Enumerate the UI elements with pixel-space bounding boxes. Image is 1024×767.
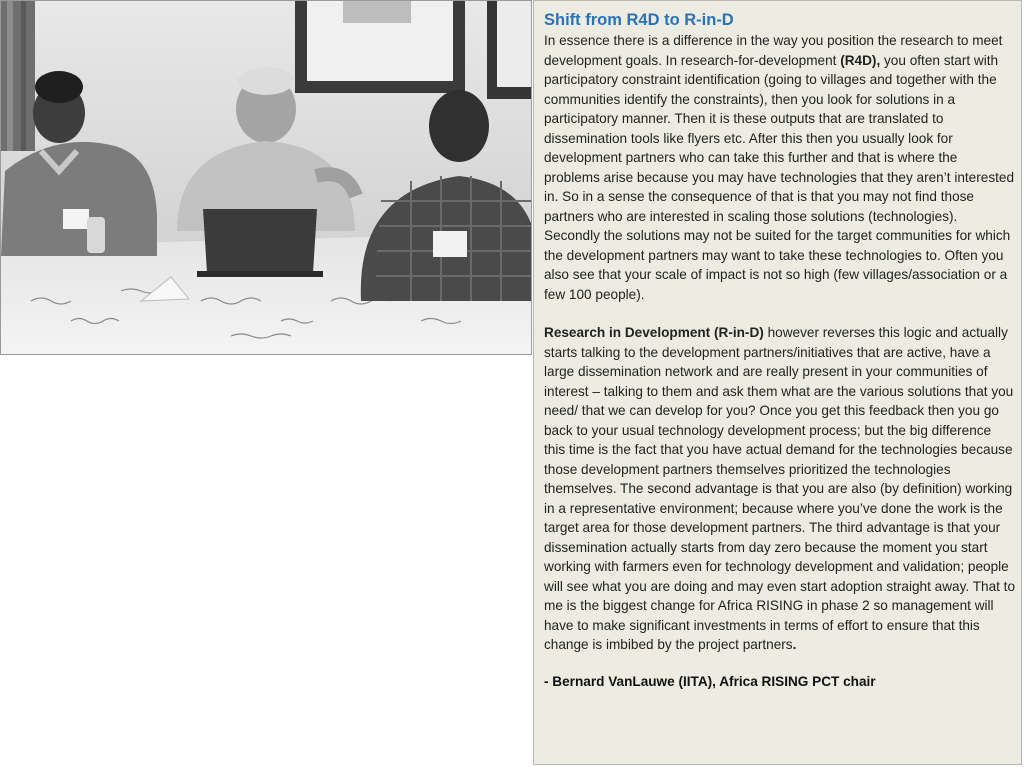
r4d-term: (R4D), (840, 52, 881, 68)
people-meeting-photo-icon (1, 1, 532, 355)
paragraph-rind-body: however reverses this logic and actually starts talking to the development partners/initiatives that are active, have a large dissemination network and are really present in your communities of interest – talking to them and ask them what are the various solutions that you need/ that we can develop for you? Once you get this feedback then you go back to your usual technology development process; but the big difference this time is the fact that you have actual demand for the technologies because those development partners themselves prioritized the technologies themselves. The second advantage is that you are also (by definition) working in a representative environment; because where you’ve done the work is the target area for those development partners. The third advantage is that your dissemination actually starts from day zero because the moment you start working with farmers even for technology development and validation; people will see what you are doing and may even start adoption straight away. That to me is the biggest change for Africa RISING in phase 2 so management will have to make significant investments in terms of effort to ensure that this change is imbibed by the project partners (544, 325, 1016, 652)
attribution: - Bernard VanLauwe (IITA), Africa RISING PCT chair (544, 673, 876, 689)
panel-title: Shift from R4D to R-in-D (544, 11, 734, 29)
paragraph-r4d-body: you often start with participatory constraint identification (going to villages and together with the communities identify the constraints), then you look for solutions in a participatory manner. Then it is these outputs that are translated to dissemination tools like flyers etc. After this then you usually look for development partners who can take this further and that is where the problems arise because you may have technologies that they aren’t interested in. So in a sense the consequence of that is that you may not find those partners who are interested in scaling those solutions (technologies). Secondly the solutions may not be suited for the target communities for which the development partners may want to take these technologies to. Often you also see that your scale of impact is not so high (few villages/association or a few 100 people). (544, 52, 1015, 302)
paragraph-rind-period: . (792, 637, 797, 652)
meeting-photo (0, 0, 532, 355)
paragraph-r4d-intro: In essence there is a difference in the way you position the research to meet development goals. In research-for-development (544, 33, 1003, 68)
text-panel (533, 0, 1022, 765)
rind-term: Research in Development (R-in-D) (544, 325, 764, 340)
paragraph-r4d (544, 31, 1015, 304)
paragraph-rind (544, 323, 1015, 655)
